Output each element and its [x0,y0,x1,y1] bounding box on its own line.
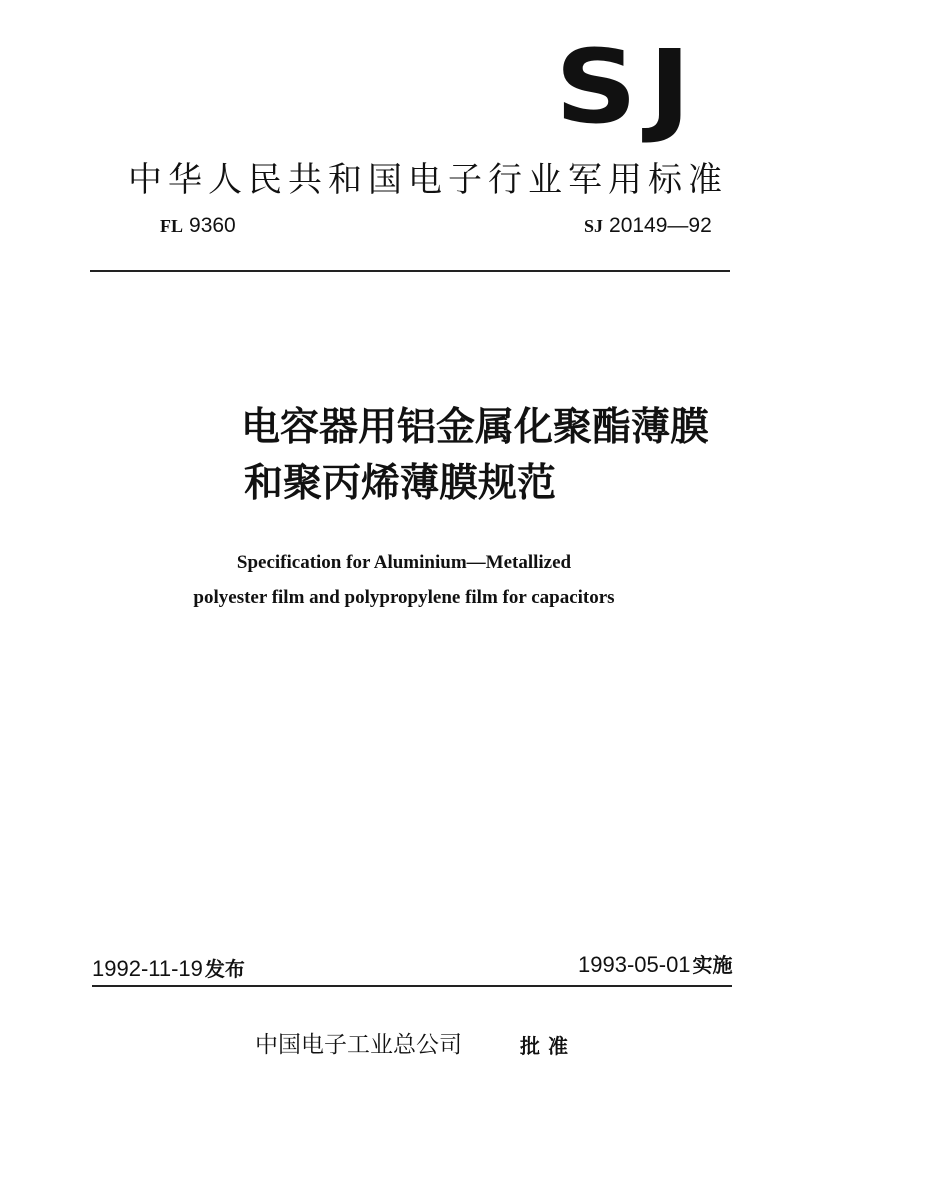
classification-code [160,212,236,240]
issuer: 中国电子工业总公司 [255,1032,462,1058]
effective-date [578,950,733,980]
document-title-cn [0,400,950,512]
document-title-en [0,545,808,615]
header-divider [90,270,730,272]
classification-number: 9360 [189,214,236,237]
effective-date-value: 1993-05-01 [578,952,691,977]
standard-prefix: SJ [584,216,604,236]
issue-date-value: 1992-11-19 [92,956,203,981]
standard-title: 中华人民共和国电子行业军用标准 [128,160,728,200]
sj-logo: SJ [555,28,703,147]
standard-code [584,212,712,240]
issue-date [92,954,245,984]
document-title-en-line2: polyester film and polypropylene film for capacitors [193,587,615,608]
approve-label: 批准 [520,1034,576,1058]
footer-divider [92,985,732,987]
effective-date-label: 实施 [692,953,733,977]
standard-number: 20149—92 [609,214,712,237]
document-title-en-line1: Specification for Aluminium—Metallized [236,552,572,573]
document-title-cn-line2: 和聚丙烯薄膜规范 [243,461,556,506]
classification-prefix: FL [160,216,184,236]
document-title-cn-line1: 电容器用铝金属化聚酯薄膜 [240,405,709,450]
issue-date-label: 发布 [204,957,245,981]
